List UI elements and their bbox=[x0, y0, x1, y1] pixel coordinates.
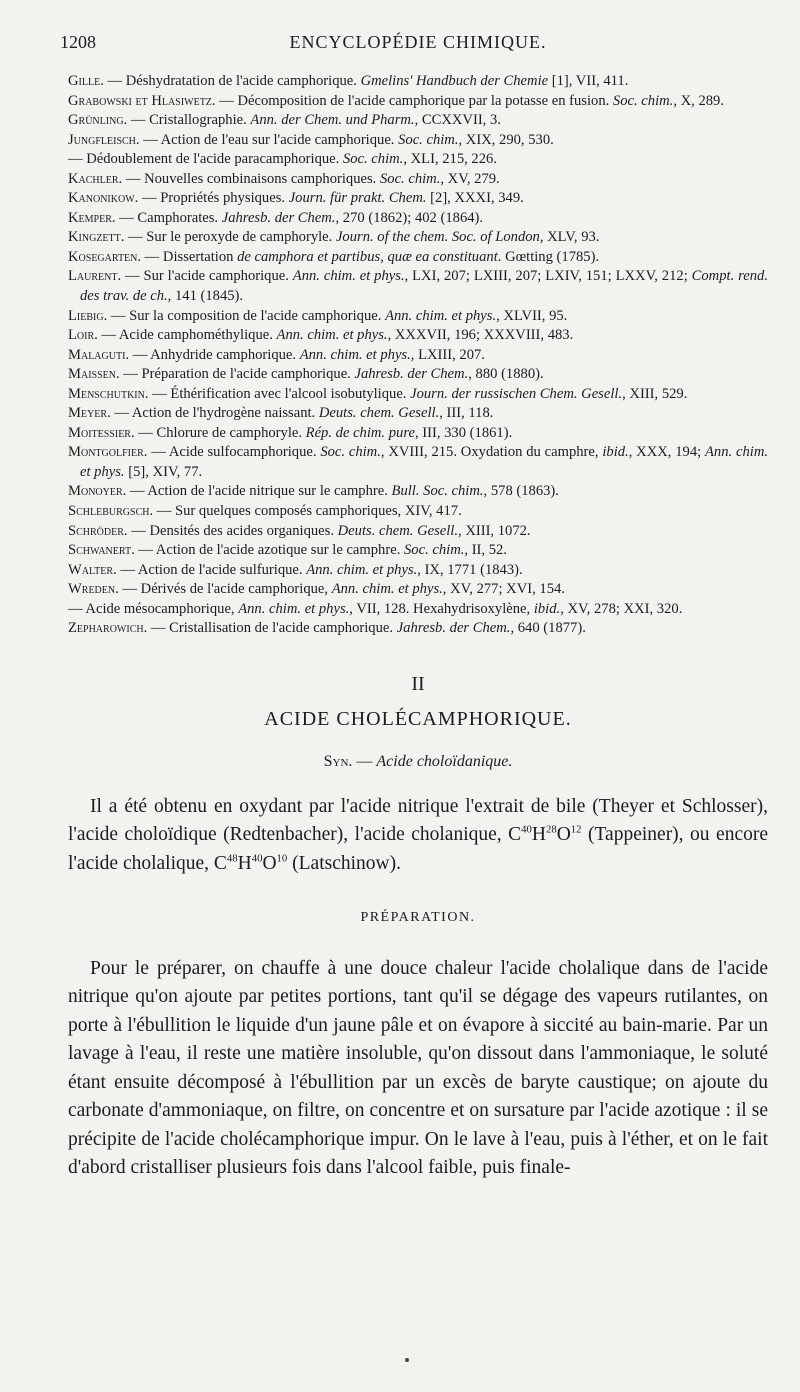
entry-tail: , XV, 277; XVI, 154. bbox=[442, 581, 565, 598]
entry-tail: , XLV, 93. bbox=[539, 229, 600, 246]
bibliography-entry bbox=[68, 365, 768, 385]
entry-text: — Sur quelques composés camphoriques, XIV, 417. bbox=[153, 503, 462, 520]
entry-reference: Ann. chim. et phys. bbox=[306, 561, 418, 578]
entry-text: — Acide camphométhylique. bbox=[97, 327, 277, 344]
entry-author: Grünling. bbox=[68, 112, 128, 129]
formula-element: O bbox=[262, 852, 277, 874]
entry-tail: , 141 (1845). bbox=[167, 288, 244, 305]
entry-reference: Soc. chim. bbox=[404, 542, 465, 559]
entry-author: Wreden. bbox=[68, 581, 119, 598]
bibliography-list bbox=[68, 72, 768, 639]
entry-author: Schröder. bbox=[68, 522, 128, 539]
entry-tail: , LXI, 207; LXIII, 207; LXIV, 151; LXXV, 212; bbox=[404, 268, 692, 285]
bibliography-entry bbox=[68, 267, 768, 306]
bibliography-entry bbox=[68, 443, 768, 482]
preparation-heading: PRÉPARATION. bbox=[360, 910, 476, 926]
entry-text: — Dérivés de l'acide camphorique, bbox=[118, 581, 332, 598]
formula-sup: 12 bbox=[570, 823, 582, 836]
entry-author: Kachler. bbox=[68, 170, 123, 187]
entry-author: Loir. bbox=[68, 327, 98, 344]
entry-reference: Ann. chim. et phys. bbox=[292, 268, 405, 285]
entry-author: Monoyer. bbox=[68, 483, 127, 500]
bibliography-entry bbox=[68, 385, 768, 405]
entry-text: — Action de l'eau sur l'acide camphorique. bbox=[139, 131, 399, 148]
entry-tail: , III, 118. bbox=[439, 405, 494, 422]
bibliography-entry bbox=[68, 248, 768, 268]
entry-author: Laurent. bbox=[68, 268, 122, 285]
bibliography-entry bbox=[68, 600, 768, 620]
entry-tail: , X, 289. bbox=[673, 92, 724, 109]
bibliography-entry bbox=[68, 502, 768, 522]
synonym-name: Acide choloïdanique. bbox=[376, 752, 513, 770]
bibliography-entry bbox=[68, 541, 768, 561]
entry-text: — Action de l'acide azotique sur le camphre. bbox=[134, 542, 404, 559]
entry-tail: , XV, 278; XXI, 320. bbox=[560, 600, 683, 617]
entry-tail: , CCXXVII, 3. bbox=[414, 112, 501, 129]
entry-reference: Ann. chim. et phys. bbox=[299, 346, 411, 363]
formula-element: H bbox=[531, 824, 546, 846]
entry-tail: , 880 (1880). bbox=[468, 366, 544, 383]
entry-reference: ibid. bbox=[533, 600, 561, 617]
entry-author: Moitessier. bbox=[68, 424, 135, 441]
entry-tail: , 270 (1862); 402 (1864). bbox=[335, 209, 484, 226]
entry-text: — Action de l'acide sulfurique. bbox=[116, 561, 307, 578]
entry-text: — Décomposition de l'acide camphorique par la potasse en fusion. bbox=[215, 92, 613, 109]
intro-text-2: (Tappeiner), ou encore l'acide cholalique, C bbox=[68, 824, 769, 874]
entry-author: Kosegarten. bbox=[68, 248, 142, 265]
entry-reference: Ann. chim. et phys. bbox=[276, 327, 388, 344]
bibliography-entry bbox=[68, 150, 768, 170]
entry-author: Kingzett. bbox=[68, 229, 125, 246]
entry-tail: , XIII, 529. bbox=[622, 385, 688, 402]
entry-reference: Ann. der Chem. und Pharm. bbox=[250, 112, 415, 129]
entry-text: — Action de l'hydrogène naissant. bbox=[110, 405, 319, 422]
bibliography-entry bbox=[68, 92, 768, 112]
bibliography-entry bbox=[68, 424, 768, 444]
formula-sup: 28 bbox=[545, 823, 557, 836]
entry-reference: Jahresb. der Chem. bbox=[221, 209, 336, 226]
entry-author: Schwanert. bbox=[68, 542, 135, 559]
entry-tail: , XXXVII, 196; XXXVIII, 483. bbox=[387, 327, 574, 344]
entry-reference: Jahresb. der Chem. bbox=[354, 366, 469, 383]
entry-tail: , 578 (1863). bbox=[483, 483, 559, 500]
page-header bbox=[60, 32, 768, 60]
synonym-label: Syn. bbox=[323, 752, 353, 770]
entry-text: — Action de l'acide nitrique sur le camphre. bbox=[126, 483, 392, 500]
entry-author: Kemper. bbox=[68, 209, 116, 226]
bibliography-entry bbox=[68, 326, 768, 346]
entry-author: Malaguti. bbox=[68, 346, 130, 363]
entry-author: Liebig. bbox=[68, 307, 108, 324]
bibliography-entry bbox=[68, 404, 768, 424]
bibliography-entry bbox=[68, 209, 768, 229]
entry-author: Montgolfier. bbox=[68, 444, 148, 461]
entry-reference: Rép. de chim. pure bbox=[305, 424, 415, 441]
entry-reference: Gmelins' Handbuch der Chemie bbox=[360, 73, 549, 89]
entry-text: — Sur le peroxyde de camphoryle. bbox=[124, 229, 336, 246]
document-page bbox=[60, 32, 769, 1183]
formula-sup: 10 bbox=[276, 852, 288, 865]
synonym-line bbox=[68, 753, 768, 771]
entry-reference: Ann. chim. et phys. bbox=[238, 600, 350, 617]
entry-author: Menschutkin. bbox=[68, 385, 149, 402]
bibliography-entry bbox=[68, 307, 768, 327]
formula-element: H bbox=[237, 852, 252, 874]
bibliography-entry bbox=[68, 561, 768, 581]
entry-reference: Deuts. chem. Gesell. bbox=[337, 522, 459, 539]
entry-text: — Dissertation bbox=[141, 248, 238, 265]
entry-text: — Propriétés physiques. bbox=[138, 190, 289, 207]
entry-text: — Préparation de l'acide camphorique. bbox=[119, 366, 355, 383]
entry-text: — Déshydratation de l'acide camphorique. bbox=[103, 73, 361, 89]
entry-author: Grabowski et Hlasiwetz. bbox=[68, 92, 216, 109]
running-title: ENCYCLOPÉDIE CHIMIQUE. bbox=[289, 32, 547, 52]
entry-text: — Dédoublement de l'acide paracamphorique. bbox=[68, 151, 343, 168]
entry-tail: [1], VII, 411. bbox=[548, 73, 629, 89]
entry-tail: , III, 330 (1861). bbox=[414, 424, 513, 441]
section-title: ACIDE CHOLÉCAMPHORIQUE. bbox=[264, 707, 572, 730]
entry-tail: , XV, 279. bbox=[440, 170, 500, 187]
entry-tail: , IX, 1771 (1843). bbox=[417, 561, 523, 578]
bibliography-entry bbox=[68, 619, 768, 639]
entry-tail: . Gœtting (1785). bbox=[497, 248, 600, 265]
preparation-paragraph: Pour le préparer, on chauffe à une douce chaleur l'acide cholalique dans de l'acide nitrique qu'on ajoute par petites portions, tant qu'il se dégage des vapeurs rutilantes, on porte à l'ébullition le liquide d'un jaune pâle et on évapore à siccité au bain-marie. Par un lavage à l'eau, il reste une matière insoluble, qu'on dissout dans l'ammoniaque, le soluté étant ensuite décomposé à l'ébullition par un excès de baryte caustique; on ajoute du carbonate d'ammoniaque, on filtre, on concentre et on sursature par l'acide azotique : il se précipite de l'acide cholécamphorique impur. On le lave à l'eau, puis à l'éther, et on le fait d'abord cristalliser plusieurs fois dans l'alcool faible, puis finale- bbox=[68, 957, 768, 1179]
intro-text-3: (Latschinow). bbox=[287, 852, 401, 874]
entry-tail: , VII, 128. Hexahydrisoxylène, bbox=[349, 600, 534, 617]
body-text bbox=[68, 793, 768, 1183]
page-number: 1208 bbox=[60, 32, 96, 52]
printing-speck bbox=[405, 1358, 409, 1362]
entry-reference: Ann. chim. et phys. bbox=[331, 581, 443, 598]
entry-text: — Cristallisation de l'acide camphorique. bbox=[147, 620, 397, 637]
entry-reference: Ann. chim. et phys. bbox=[385, 307, 497, 324]
entry-text: — Cristallographie. bbox=[127, 112, 251, 129]
entry-author: Schleburgsch. bbox=[68, 503, 154, 520]
formula-sup: 48 bbox=[226, 852, 238, 865]
entry-author: Kanonikow. bbox=[68, 190, 139, 207]
formula-sup: 40 bbox=[251, 852, 263, 865]
formula-element: O bbox=[556, 824, 571, 846]
entry-text: — Nouvelles combinaisons camphoriques. bbox=[122, 170, 380, 187]
entry-tail: , XIII, 1072. bbox=[458, 522, 531, 539]
entry-tail: [5], XIV, 77. bbox=[124, 463, 203, 480]
entry-tail: , XLVII, 95. bbox=[496, 307, 568, 324]
entry-author: Gille. bbox=[68, 73, 104, 89]
entry-reference: Soc. chim. bbox=[379, 170, 441, 187]
entry-author: Walter. bbox=[68, 561, 117, 578]
entry-tail: , XVIII, 215. Oxydation du camphre, bbox=[380, 444, 603, 461]
entry-text: — Sur l'acide camphorique. bbox=[121, 268, 293, 285]
entry-text: — Camphorates. bbox=[115, 209, 222, 226]
entry-author: Meyer. bbox=[68, 405, 111, 422]
intro-paragraph bbox=[68, 793, 768, 879]
entry-reference: ibid. bbox=[602, 444, 629, 461]
bibliography-entry bbox=[68, 189, 768, 209]
entry-reference: Journ. of the chem. Soc. of London bbox=[335, 229, 540, 246]
formula-sup: 40 bbox=[521, 823, 532, 836]
entry-reference: Soc. chim. bbox=[320, 444, 381, 461]
entry-text: — Acide mésocamphorique, bbox=[68, 600, 239, 617]
entry-text: — Éthérification avec l'alcool isobutylique. bbox=[148, 385, 411, 402]
entry-reference: Jahresb. der Chem. bbox=[396, 620, 511, 637]
section-heading bbox=[68, 673, 768, 731]
entry-tail: , XLI, 215, 226. bbox=[403, 151, 497, 168]
entry-author: Zepharowich. bbox=[68, 620, 148, 637]
entry-reference: Ann. chim. et phys. bbox=[80, 444, 769, 480]
bibliography-entry bbox=[68, 170, 768, 190]
entry-tail: , II, 52. bbox=[464, 542, 507, 559]
entry-tail: , LXIII, 207. bbox=[410, 346, 485, 363]
bibliography-entry bbox=[68, 346, 768, 366]
entry-text: — Anhydride camphorique. bbox=[129, 346, 300, 363]
bibliography-entry bbox=[68, 72, 768, 92]
entry-author: Maissen. bbox=[68, 366, 120, 383]
entry-author: Jungfleisch. bbox=[68, 131, 140, 148]
bibliography-entry bbox=[68, 522, 768, 542]
entry-text: — Sur la composition de l'acide camphorique. bbox=[107, 307, 386, 324]
entry-tail: [2], XXXI, 349. bbox=[426, 190, 524, 207]
entry-text: — Chlorure de camphoryle. bbox=[134, 424, 306, 441]
entry-reference: Soc. chim. bbox=[342, 151, 404, 168]
bibliography-entry bbox=[68, 131, 768, 151]
intro-text-1: Il a été obtenu en oxydant par l'acide nitrique l'extrait de bile (Theyer et Schlosser), l'acide choloïdique (Redtenbacher), l'acide cholanique, C bbox=[68, 795, 768, 846]
entry-reference: Journ. der russischen Chem. Gesell. bbox=[410, 385, 623, 402]
entry-reference: Deuts. chem. Gesell. bbox=[318, 405, 440, 422]
entry-reference: de camphora et partibus, quæ ea constituant bbox=[237, 248, 498, 265]
bibliography-entry bbox=[68, 111, 768, 131]
entry-reference: Journ. für prakt. Chem. bbox=[288, 190, 427, 207]
bibliography-entry bbox=[68, 482, 768, 502]
entry-text: — Acide sulfocamphorique. bbox=[147, 444, 321, 461]
entry-tail: , 640 (1877). bbox=[510, 620, 586, 637]
entry-tail: , XXX, 194; bbox=[628, 444, 706, 461]
entry-reference: Bull. Soc. chim. bbox=[391, 483, 484, 500]
section-number: II bbox=[411, 672, 425, 695]
entry-tail: , XIX, 290, 530. bbox=[458, 131, 554, 148]
entry-reference: Soc. chim. bbox=[398, 131, 459, 148]
entry-reference: Compt. rend. des trav. de ch. bbox=[80, 268, 768, 305]
entry-reference: Soc. chim. bbox=[612, 92, 674, 109]
bibliography-entry bbox=[68, 228, 768, 248]
entry-text: — Densités des acides organiques. bbox=[127, 522, 338, 539]
synonym-dash: — bbox=[352, 752, 377, 770]
bibliography-entry bbox=[68, 580, 768, 600]
